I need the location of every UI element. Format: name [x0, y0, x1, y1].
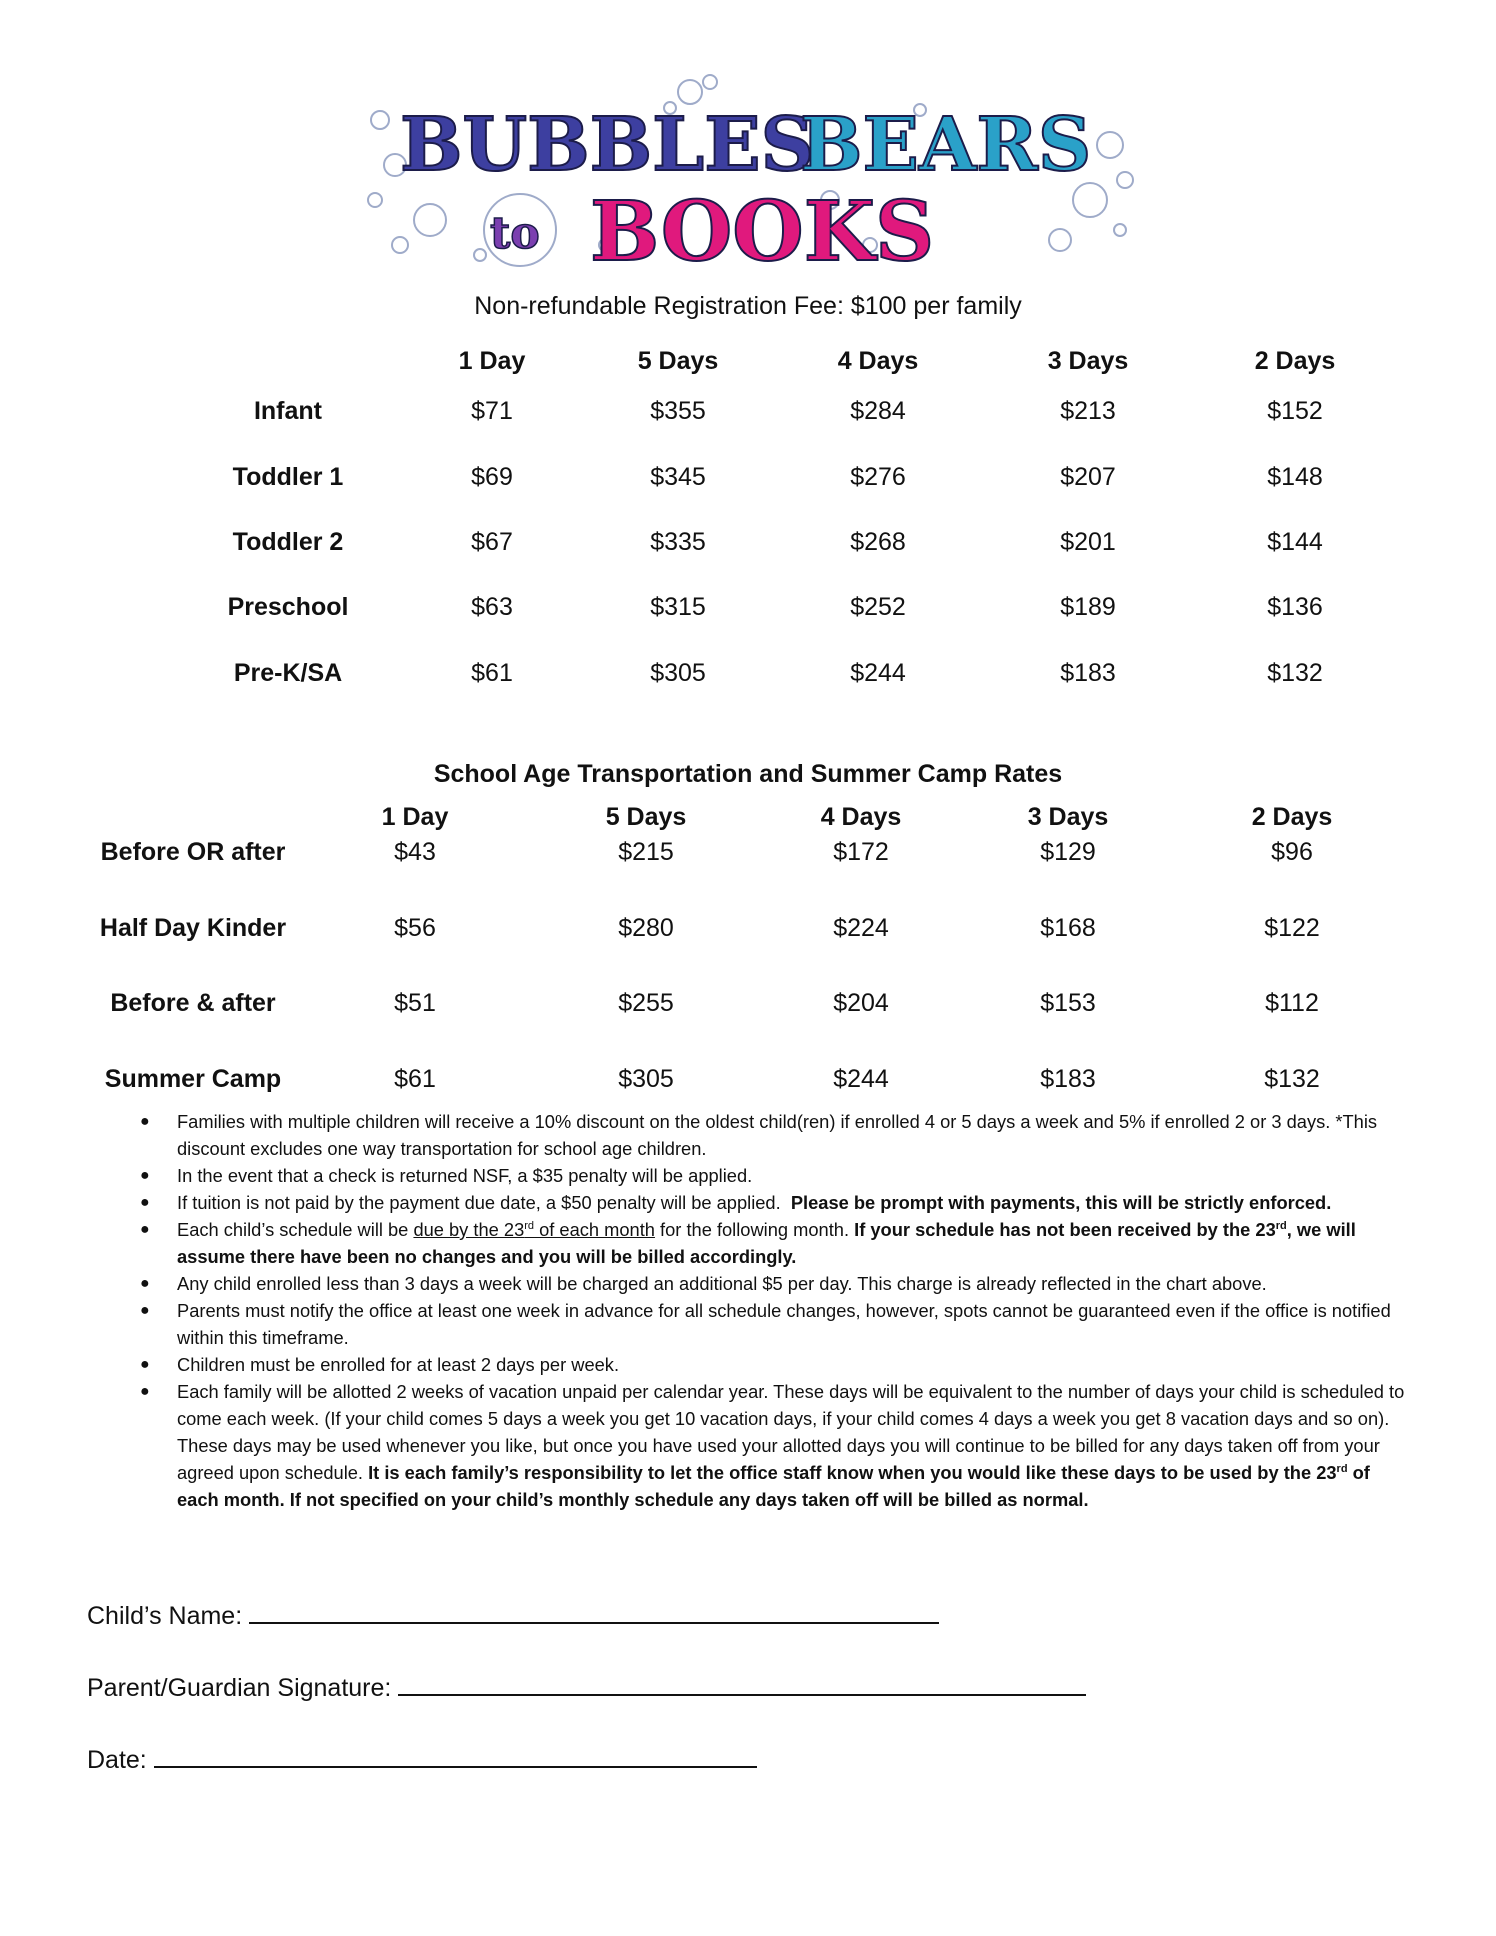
- rate-cell: $315: [650, 593, 706, 621]
- rate-cell: $172: [833, 838, 889, 866]
- column-header: 2 Days: [1254, 347, 1336, 375]
- table-row: [0, 838, 1496, 872]
- rate-cell: $224: [833, 914, 889, 942]
- row-label: Toddler 2: [232, 528, 344, 556]
- list-item: [140, 1108, 1410, 1162]
- note-text: Each family will be allotted 2 weeks of vacation unpaid per calendar year. These days will be equivalent to the number of days your child is scheduled to come each week. (If your child comes 5 days a week you get 10 vacation days, if your child comes 4 days a week you get 8 vacation days and so on). These days may be used whenever you like, but once you have used your allotted days you will continue to be billed for any days taken off from your agreed upon schedule.: [177, 1381, 1405, 1483]
- column-header: 3 Days: [1047, 347, 1129, 375]
- rate-cell: $284: [850, 397, 906, 425]
- rate-cell: $207: [1060, 463, 1116, 491]
- note-text: Parents must notify the office at least one week in advance for all schedule changes, however, spots cannot be guaranteed even if the office is notified within this timeframe.: [177, 1300, 1391, 1348]
- list-item: [140, 1216, 1410, 1270]
- note-underline: due by the 23rd of each month: [413, 1219, 655, 1240]
- row-label: Pre-K/SA: [233, 659, 343, 687]
- bullet-icon: ●: [140, 1113, 150, 1130]
- logo-graphic: [360, 70, 1140, 280]
- rate-cell: $132: [1264, 1065, 1320, 1093]
- registration-fee: Non-refundable Registration Fee: $100 per family: [474, 292, 1022, 320]
- rate-cell: $148: [1267, 463, 1323, 491]
- column-header: 3 Days: [1027, 803, 1109, 831]
- school-age-title: School Age Transportation and Summer Camp Rates: [433, 760, 1063, 788]
- signature-field[interactable]: [398, 1672, 1086, 1696]
- date-label: Date:: [87, 1746, 147, 1774]
- logo-word-bubbles: [400, 102, 814, 188]
- note-text: In the event that a check is returned NSF, a $35 penalty will be applied.: [177, 1165, 753, 1186]
- child-name-field[interactable]: [249, 1600, 939, 1624]
- rate-cell: $355: [650, 397, 706, 425]
- date-row: [87, 1744, 757, 1775]
- row-label: Infant: [253, 397, 323, 425]
- svg-text:BEARS: BEARS: [800, 102, 1092, 188]
- rate-cell: $69: [471, 463, 513, 491]
- rate-cell: $252: [850, 593, 906, 621]
- table-row: [0, 528, 1496, 562]
- rate-cell: $305: [618, 1065, 674, 1093]
- rate-cell: $213: [1060, 397, 1116, 425]
- rate-cell: $305: [650, 659, 706, 687]
- date-field[interactable]: [154, 1744, 757, 1768]
- rate-cell: $132: [1267, 659, 1323, 687]
- svg-text:BUBBLES: BUBBLES: [400, 102, 815, 188]
- note-emphasis: If your schedule has not been received by the 23rd, we will assume there have been no changes and you will be billed accordingly.: [177, 1219, 1356, 1267]
- rate-cell: $56: [394, 914, 436, 942]
- rate-cell: $244: [833, 1065, 889, 1093]
- rate-cell: $51: [394, 989, 436, 1017]
- logo: [360, 70, 1140, 280]
- logo-word-books: [590, 184, 934, 280]
- logo-word-bears: [800, 102, 1091, 188]
- rate-cell: $61: [471, 659, 513, 687]
- rate-cell: $204: [833, 989, 889, 1017]
- table-row: [0, 989, 1496, 1023]
- rate-cell: $112: [1265, 989, 1319, 1017]
- note-emphasis: Please be prompt with payments, this will be strictly enforced.: [790, 1192, 1332, 1213]
- bullet-icon: ●: [140, 1302, 150, 1319]
- note-text: Any child enrolled less than 3 days a week will be charged an additional $5 per day. This charge is already reflected in the chart above.: [177, 1273, 1267, 1294]
- table-row: [0, 593, 1496, 627]
- svg-text:BOOKS: BOOKS: [590, 184, 935, 280]
- list-item: [140, 1297, 1410, 1351]
- table-row: [0, 1065, 1496, 1099]
- bullet-icon: ●: [140, 1221, 150, 1238]
- rate-cell: $71: [471, 397, 513, 425]
- note-text: Each child’s schedule will be: [177, 1219, 414, 1240]
- row-label: Summer Camp: [104, 1065, 282, 1093]
- child-name-label: Child’s Name:: [87, 1602, 243, 1630]
- column-header: 1 Day: [381, 803, 449, 831]
- list-item: [140, 1270, 1410, 1297]
- child-name-row: [87, 1600, 939, 1631]
- table-row: [0, 397, 1496, 431]
- list-item: [140, 1162, 1410, 1189]
- bullet-icon: ●: [140, 1167, 150, 1184]
- rate-cell: $183: [1060, 659, 1116, 687]
- rate-cell: $136: [1267, 593, 1323, 621]
- note-text: Families with multiple children will receive a 10% discount on the oldest child(ren) if enrolled 4 or 5 days a week and 5% if enrolled 2 or 3 days. *This discount excludes one way transportation for school age children.: [177, 1111, 1378, 1159]
- note-text: If tuition is not paid by the payment due date, a $50 penalty will be applied.: [177, 1192, 781, 1213]
- row-label: Before & after: [110, 989, 276, 1017]
- rate-cell: $201: [1060, 528, 1116, 556]
- svg-text:to: to: [490, 208, 540, 259]
- note-text: for the following month.: [654, 1219, 855, 1240]
- logo-word-to: [490, 208, 540, 259]
- row-label: Half Day Kinder: [99, 914, 287, 942]
- policy-notes: [140, 1108, 1410, 1513]
- rate-cell: $153: [1040, 989, 1096, 1017]
- column-header: 1 Day: [458, 347, 526, 375]
- rate-cell: $67: [471, 528, 513, 556]
- table-row: [0, 659, 1496, 693]
- bullet-icon: ●: [140, 1194, 150, 1211]
- rate-cell: $268: [850, 528, 906, 556]
- rates-table-header: [0, 347, 1496, 381]
- rate-cell: $244: [850, 659, 906, 687]
- rate-cell: $63: [471, 593, 513, 621]
- column-header: 2 Days: [1251, 803, 1333, 831]
- row-label: Toddler 1: [232, 463, 344, 491]
- rate-cell: $43: [394, 838, 436, 866]
- rate-cell: $215: [618, 838, 674, 866]
- bullet-icon: ●: [140, 1356, 150, 1373]
- list-item: [140, 1378, 1410, 1513]
- list-item: [140, 1189, 1410, 1216]
- rate-cell: $61: [394, 1065, 436, 1093]
- row-label: Before OR after: [100, 838, 286, 866]
- rate-cell: $183: [1040, 1065, 1096, 1093]
- rate-cell: $96: [1271, 838, 1313, 866]
- rate-cell: $152: [1267, 397, 1323, 425]
- rate-cell: $144: [1267, 528, 1323, 556]
- school-age-table-header: [0, 803, 1496, 837]
- note-text: Children must be enrolled for at least 2 days per week.: [177, 1354, 620, 1375]
- column-header: 4 Days: [837, 347, 919, 375]
- bullet-icon: ●: [140, 1275, 150, 1292]
- rate-cell: $345: [650, 463, 706, 491]
- bullet-icon: ●: [140, 1383, 150, 1400]
- signature-row: [87, 1672, 1086, 1703]
- signature-label: Parent/Guardian Signature:: [87, 1674, 392, 1702]
- rate-cell: $255: [618, 989, 674, 1017]
- rate-cell: $276: [850, 463, 906, 491]
- column-header: 4 Days: [820, 803, 902, 831]
- rate-cell: $189: [1060, 593, 1116, 621]
- rate-cell: $122: [1264, 914, 1320, 942]
- column-header: 5 Days: [605, 803, 687, 831]
- row-label: Preschool: [227, 593, 349, 621]
- policy-list: [140, 1108, 1410, 1513]
- rate-cell: $335: [650, 528, 706, 556]
- note-emphasis: It is each family’s responsibility to let the office staff know when you would like these days to be used by the 23rd of each month. If not specified on your child’s monthly schedule any days taken off will be billed as normal.: [177, 1462, 1370, 1510]
- rate-cell: $129: [1040, 838, 1096, 866]
- table-row: [0, 914, 1496, 948]
- rate-cell: $168: [1040, 914, 1096, 942]
- rate-cell: $280: [618, 914, 674, 942]
- column-header: 5 Days: [637, 347, 719, 375]
- table-row: [0, 463, 1496, 497]
- list-item: [140, 1351, 1410, 1378]
